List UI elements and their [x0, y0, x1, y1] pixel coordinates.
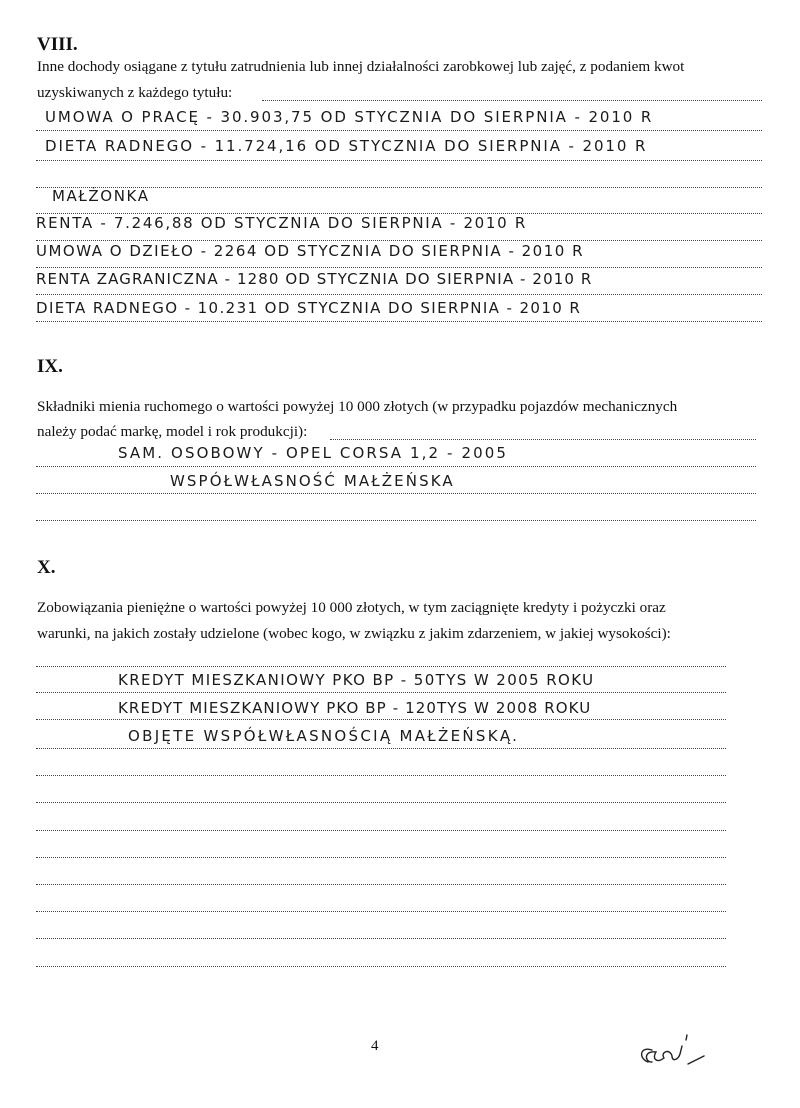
handwritten-entry: RENTA ZAGRANICZNA - 1280 OD STYCZNIA DO SIERPNIA - 2010 R	[36, 270, 593, 288]
dotted-line	[36, 884, 726, 885]
dotted-line	[36, 240, 762, 241]
section-ix-intro-line2: należy podać markę, model i rok produkcji):	[37, 423, 308, 440]
dotted-line	[36, 830, 726, 831]
handwritten-entry: UMOWA O PRACĘ - 30.903,75 OD STYCZNIA DO SIERPNIA - 2010 R	[45, 108, 654, 126]
section-viii-intro-line2: uzyskiwanych z każdego tytułu:	[37, 84, 233, 101]
section-viii-title: VIII.	[37, 34, 78, 55]
dotted-line	[36, 911, 726, 912]
handwritten-entry: SAM. OSOBOWY - OPEL CORSA 1,2 - 2005	[118, 444, 509, 462]
dotted-line	[36, 748, 726, 749]
dotted-line	[36, 857, 726, 858]
dotted-line	[330, 439, 756, 440]
dotted-line	[36, 267, 762, 268]
section-x-intro-line2: warunki, na jakich zostały udzielone (wobec kogo, w związku z jakim zdarzeniem, w jakiej wysokości):	[37, 625, 671, 642]
handwritten-entry: DIETA RADNEGO - 10.231 OD STYCZNIA DO SIERPNIA - 2010 R	[36, 299, 582, 317]
handwritten-entry: MAŁŻONKA	[52, 187, 150, 205]
dotted-line	[36, 775, 726, 776]
dotted-line	[36, 294, 762, 295]
dotted-line	[36, 802, 726, 803]
dotted-line	[36, 666, 726, 667]
page-number: 4	[371, 1038, 379, 1054]
handwritten-entry: OBJĘTE WSPÓŁWŁASNOŚCIĄ MAŁŻEŃSKĄ.	[128, 727, 520, 745]
section-viii-intro-line1: Inne dochody osiągane z tytułu zatrudnienia lub innej działalności zarobkowej lub zajęć, z podaniem kwot	[37, 58, 685, 75]
dotted-line	[36, 130, 762, 131]
section-ix-title: IX.	[37, 356, 63, 377]
dotted-line	[36, 493, 756, 494]
handwritten-entry: DIETA RADNEGO - 11.724,16 OD STYCZNIA DO SIERPNIA - 2010 R	[45, 137, 648, 155]
handwritten-entry: RENTA - 7.246,88 OD STYCZNIA DO SIERPNIA - 2010 R	[36, 214, 528, 232]
dotted-line	[36, 321, 762, 322]
handwritten-entry: WSPÓŁWŁASNOŚĆ MAŁŻEŃSKA	[170, 472, 455, 490]
dotted-line	[36, 966, 726, 967]
handwritten-entry: KREDYT MIESZKANIOWY PKO BP - 50TYS W 2005 ROKU	[118, 671, 595, 689]
dotted-line	[262, 100, 762, 101]
section-ix-intro-line1: Składniki mienia ruchomego o wartości powyżej 10 000 złotych (w przypadku pojazdów mechanicznych	[37, 398, 678, 415]
handwritten-entry: UMOWA O DZIEŁO - 2264 OD STYCZNIA DO SIERPNIA - 2010 R	[36, 242, 585, 260]
dotted-line	[36, 466, 756, 467]
section-x-intro-line1: Zobowiązania pieniężne o wartości powyżej 10 000 złotych, w tym zaciągnięte kredyty i pożyczki oraz	[37, 599, 666, 616]
handwritten-entry: KREDYT MIESZKANIOWY PKO BP - 120TYS W 2008 ROKU	[118, 699, 592, 717]
dotted-line	[36, 938, 726, 939]
dotted-line	[36, 160, 762, 161]
dotted-line	[36, 692, 726, 693]
handwritten-signature	[630, 1028, 730, 1078]
dotted-line	[36, 719, 726, 720]
dotted-line	[36, 520, 756, 521]
section-x-title: X.	[37, 557, 56, 578]
